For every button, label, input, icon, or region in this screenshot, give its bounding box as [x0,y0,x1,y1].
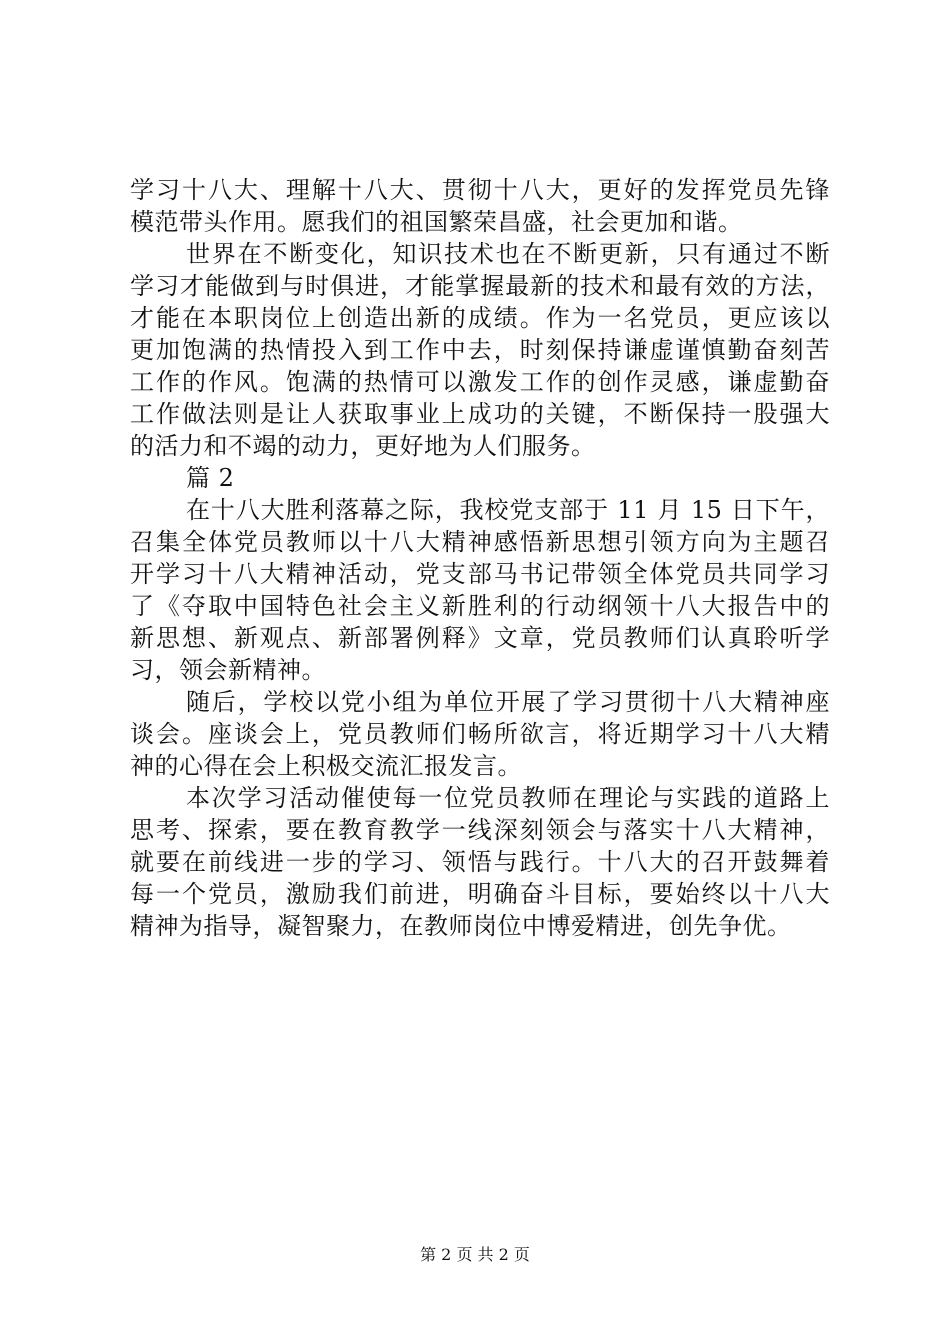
text-line: 习，领会新精神。 [130,656,326,684]
text-line: 谈会。座谈会上，党员教师们畅所欲言，将近期学习十八大精 [130,720,830,748]
paragraph-start-line: 本次学习活动催使每一位党员教师在理论与实践的道路上 [186,784,830,812]
text-line: 了《夺取中国特色社会主义新胜利的行动纲领十八大报告中的 [130,592,830,620]
text-line: 学习十八大、理解十八大、贯彻十八大，更好的发挥党员先锋 [130,176,830,204]
text-line: 召集全体党员教师以十八大精神感悟新思想引领方向为主题召 [130,528,830,556]
text-line: 学习才能做到与时俱进，才能掌握最新的技术和最有效的方法， [130,272,830,300]
text-line: 工作做法则是让人获取事业上成功的关键，不断保持一股强大 [130,400,830,428]
document-body [130,174,830,942]
section-heading: 篇 2 [186,464,235,492]
text-line: 新思想、新观点、新部署例释》文章，党员教师们认真聆听学 [130,624,830,652]
text-line: 模范带头作用。愿我们的祖国繁荣昌盛，社会更加和谐。 [130,208,743,236]
text-line: 就要在前线进一步的学习、领悟与践行。十八大的召开鼓舞着 [130,848,830,876]
text-line: 每一个党员，激励我们前进，明确奋斗目标，要始终以十八大 [130,880,830,908]
paragraph-start-line: 在十八大胜利落幕之际，我校党支部于 11 月 15 日下午， [186,496,830,524]
text-line: 思考、探索，要在教育教学一线深刻领会与落实十八大精神， [130,816,830,844]
text-line: 精神为指导，凝智聚力，在教师岗位中博爱精进，创先争优。 [130,912,792,940]
text-line: 的活力和不竭的动力，更好地为人们服务。 [130,432,596,460]
page-footer: 第 2 页 共 2 页 [420,1245,530,1264]
text-line: 才能在本职岗位上创造出新的成绩。作为一名党员，更应该以 [130,304,830,332]
paragraph-start-line: 世界在不断变化，知识技术也在不断更新，只有通过不断 [186,240,830,268]
paragraph-start-line: 随后，学校以党小组为单位开展了学习贯彻十八大精神座 [186,688,830,716]
text-line: 更加饱满的热情投入到工作中去，时刻保持谦虚谨慎勤奋刻苦 [130,336,830,364]
text-line: 工作的作风。饱满的热情可以激发工作的创作灵感，谦虚勤奋 [130,368,830,396]
text-line: 神的心得在会上积极交流汇报发言。 [130,752,522,780]
text-line: 开学习十八大精神活动，党支部马书记带领全体党员共同学习 [130,560,830,588]
